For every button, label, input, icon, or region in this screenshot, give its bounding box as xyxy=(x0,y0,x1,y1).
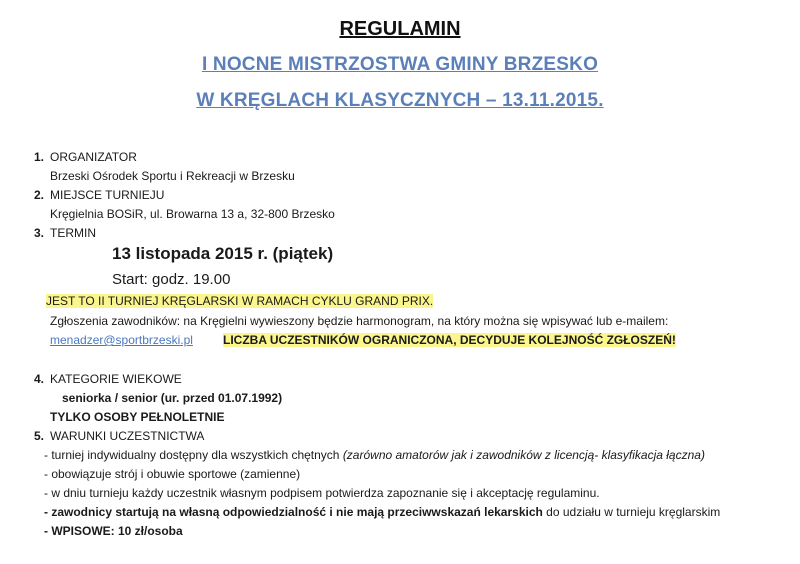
section-2-body: Kręgielnia BOSiR, ul. Browarna 13 a, 32-800 Brzesko xyxy=(50,207,335,221)
registration-email-link[interactable]: menadzer@sportbrzeski.pl xyxy=(50,333,193,347)
document-subtitle-date: W KRĘGLACH KLASYCZNYCH – 13.11.2015. xyxy=(196,90,604,111)
rule-sport-attire: - obowiązuje strój i obuwie sportowe (zamienne) xyxy=(44,467,301,481)
start-time: Start: godz. 19.00 xyxy=(112,271,231,288)
section-2-number: 2. xyxy=(34,188,45,202)
document-title: REGULAMIN xyxy=(339,18,461,40)
adults-only-note: TYLKO OSOBY PEŁNOLETNIE xyxy=(50,410,225,424)
grand-prix-highlight: JEST TO II TURNIEJ KRĘGLARSKI W RAMACH CYKLU GRAND PRIX. xyxy=(46,294,434,308)
tournament-date: 13 listopada 2015 r. (piątek) xyxy=(112,244,334,263)
document-subtitle-event: I NOCNE MISTRZOSTWA GMINY BRZESKO xyxy=(201,54,599,75)
section-5-number: 5. xyxy=(34,429,45,443)
section-1-number: 1. xyxy=(34,150,45,164)
participant-limit-highlight: LICZBA UCZESTNIKÓW OGRANICZONA, DECYDUJE KOLEJNOŚĆ ZGŁOSZEŃ! xyxy=(223,333,676,347)
section-1-title: ORGANIZATOR xyxy=(50,150,137,164)
rule-entry-fee: - WPISOWE: 10 zł/osoba xyxy=(44,524,183,538)
rule-responsibility-rest: do udziału w turnieju kręglarskim xyxy=(542,505,721,519)
section-2-title: MIEJSCE TURNIEJU xyxy=(50,188,165,202)
section-1-body: Brzeski Ośrodek Sportu i Rekreacji w Brzesku xyxy=(50,169,295,183)
section-4-number: 4. xyxy=(34,372,45,386)
section-3-title: TERMIN xyxy=(50,226,96,240)
section-4-title: KATEGORIE WIEKOWE xyxy=(50,372,182,386)
rule-signature: - w dniu turnieju każdy uczestnik własnym podpisem potwierdza zapoznanie się i akceptację regulaminu. xyxy=(44,486,600,500)
rule-responsibility xyxy=(44,505,720,519)
rule-individual-classification: (zarówno amatorów jak i zawodników z licencją- klasyfikacja łączna) xyxy=(342,448,705,462)
registration-note: Zgłoszenia zawodników: na Kręgielni wywieszony będzie harmonogram, na który można się wpisywać lub e-mailem: xyxy=(50,314,669,328)
participant-limit-note xyxy=(223,333,676,347)
rule-individual-text: - turniej indywidualny dostępny dla wszystkich chętnych xyxy=(44,448,343,462)
section-3-number: 3. xyxy=(34,226,45,240)
grand-prix-note xyxy=(46,294,433,308)
section-5-title: WARUNKI UCZESTNICTWA xyxy=(50,429,205,443)
rule-responsibility-bold: - zawodnicy startują na własną odpowiedzialność i nie mają przeciwwskazań lekarskich xyxy=(44,505,543,519)
rule-individual xyxy=(44,448,705,462)
age-category: seniorka / senior (ur. przed 01.07.1992) xyxy=(62,391,283,405)
